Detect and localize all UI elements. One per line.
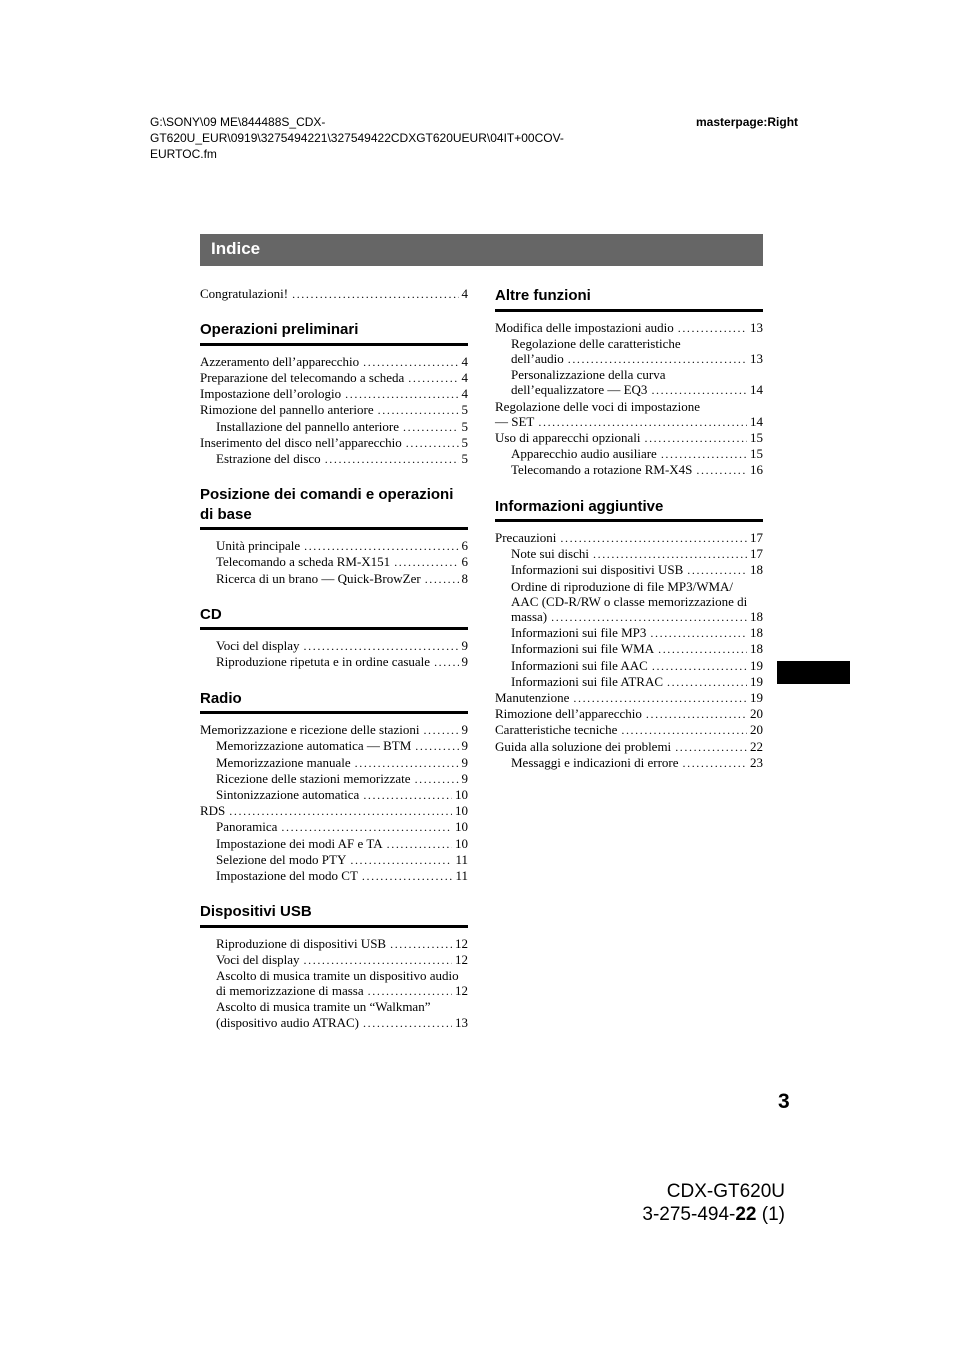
toc-right-column: [495, 286, 763, 771]
dot-leader: [359, 1016, 452, 1031]
toc-entry[interactable]: [495, 609, 763, 625]
toc-entry[interactable]: [200, 852, 468, 868]
toc-entry-page: 5: [461, 402, 468, 418]
page-title-bar: [200, 234, 763, 266]
dot-leader: [646, 626, 747, 641]
toc-entry-page: 14: [750, 382, 763, 398]
toc-entry-title: Informazioni sui file ATRAC: [511, 673, 664, 689]
part-number-bold: 22: [735, 1204, 757, 1225]
toc-entry-title: Informazioni sui dispositivi USB: [511, 562, 684, 578]
section-heading: Operazioni preliminari: [200, 320, 468, 346]
part-number-prefix: 3-275-494-: [642, 1204, 736, 1225]
toc-entry[interactable]: [495, 658, 763, 674]
toc-entry-page: 9: [461, 654, 468, 670]
toc-entry[interactable]: [495, 755, 763, 771]
toc-entry-page: 12: [455, 983, 468, 999]
dot-leader: [346, 853, 452, 868]
dot-leader: [374, 403, 459, 418]
dot-leader: [589, 547, 747, 562]
dot-leader: [671, 740, 747, 755]
dot-leader: [556, 531, 747, 546]
section-heading: [200, 485, 468, 530]
toc-entry-title: Sintonizzazione automatica: [216, 786, 360, 802]
dot-leader: [657, 447, 747, 462]
toc-entry[interactable]: [495, 446, 763, 462]
toc-entry-page: 20: [750, 706, 763, 722]
toc-entry-page: 17: [750, 546, 763, 562]
toc-entry[interactable]: [495, 706, 763, 722]
toc-entry[interactable]: [200, 402, 468, 418]
dot-leader: [402, 436, 459, 451]
toc-entry[interactable]: [495, 625, 763, 641]
section-heading-line: Posizione dei comandi e operazioni: [200, 486, 454, 504]
toc-entry[interactable]: [200, 386, 468, 402]
toc-entry[interactable]: [200, 370, 468, 386]
dot-leader: [288, 287, 458, 302]
dot-leader: [359, 788, 452, 803]
toc-entry[interactable]: [200, 1015, 468, 1031]
toc-entry-title: Telecomando a scheda RM-X151: [216, 554, 391, 570]
toc-entry-page: 6: [461, 554, 468, 570]
toc-entry-page: 13: [750, 319, 763, 335]
section-heading: CD: [200, 605, 468, 631]
toc-entry-page: 20: [750, 722, 763, 738]
toc-entry[interactable]: [200, 638, 468, 654]
dot-leader: [430, 655, 458, 670]
section-heading-line: di base: [200, 505, 252, 523]
toc-entry-title: Voci del display: [216, 638, 300, 654]
toc-entry[interactable]: [495, 562, 763, 578]
toc-entry-page: 22: [750, 738, 763, 754]
toc-entry-page: 18: [750, 641, 763, 657]
toc-entry[interactable]: [200, 787, 468, 803]
toc-entry-page: 4: [461, 286, 468, 301]
toc-entry-page: 5: [461, 434, 468, 450]
toc-entry-title: di memorizzazione di massa: [216, 983, 364, 999]
toc-entry-page: 19: [750, 657, 763, 673]
toc-entry[interactable]: [200, 571, 468, 587]
toc-entry-title: Precauzioni: [495, 530, 557, 546]
dot-leader: [648, 659, 747, 674]
toc-entry-page: 19: [750, 690, 763, 706]
toc-entry[interactable]: [495, 546, 763, 562]
toc-entry-title: Guida alla soluzione dei problemi: [495, 738, 672, 754]
toc-entry[interactable]: [200, 451, 468, 467]
dot-leader: [663, 675, 747, 690]
toc-entry-page: 9: [461, 770, 468, 786]
dot-leader: [569, 691, 747, 706]
toc-entry-page: 9: [461, 738, 468, 754]
toc-entry-title: Telecomando a rotazione RM-X4S: [511, 462, 693, 478]
section-heading: Altre funzioni: [495, 286, 763, 312]
toc-entry[interactable]: [200, 983, 468, 999]
toc-entry-page: 9: [461, 722, 468, 738]
toc-entry-title: Installazione del pannello anteriore: [216, 418, 400, 434]
toc-entry[interactable]: [495, 530, 763, 546]
toc-section-comandi: [200, 485, 468, 587]
toc-entry-title: Rimozione dell’apparecchio: [495, 706, 642, 722]
toc-entry-page: 4: [461, 386, 468, 402]
toc-entry[interactable]: [200, 722, 468, 738]
toc-entry[interactable]: [495, 320, 763, 336]
dot-leader: [617, 723, 747, 738]
toc-entry-page: 19: [750, 673, 763, 689]
dot-leader: [654, 642, 747, 657]
toc-entry-page: 9: [461, 638, 468, 654]
dot-leader: [225, 804, 452, 819]
toc-entry[interactable]: [200, 936, 468, 952]
toc-entry-page: 6: [461, 538, 468, 554]
dot-leader: [300, 639, 459, 654]
dot-leader: [642, 707, 747, 722]
toc-entry-page: 11: [455, 851, 468, 867]
dot-leader: [277, 820, 452, 835]
toc-entry-title: Memorizzazione manuale: [216, 754, 351, 770]
dot-leader: [421, 572, 459, 587]
toc-entry-line: Ascolto di musica tramite un “Walkman”: [216, 999, 431, 1015]
toc-entry-page: 12: [455, 935, 468, 951]
toc-entry[interactable]: [200, 738, 468, 754]
dot-leader: [692, 463, 747, 478]
dot-leader: [547, 610, 747, 625]
toc-entry-title: Riproduzione di dispositivi USB: [216, 935, 387, 951]
toc-entry-title: Manutenzione: [495, 690, 570, 706]
toc-entry[interactable]: [495, 351, 763, 367]
toc-entry-title: — SET: [495, 413, 535, 429]
toc-entry[interactable]: [495, 739, 763, 755]
toc-entry[interactable]: [200, 803, 468, 819]
toc-entry-title: Congratulazioni!: [200, 286, 289, 301]
toc-entry-line: AAC (CD-R/RW o classe memorizzazione di: [511, 593, 748, 609]
model-code-block: [642, 1180, 785, 1226]
toc-entry-title: Informazioni sui file AAC: [511, 657, 648, 673]
dot-leader: [679, 756, 748, 771]
dot-leader: [358, 869, 453, 884]
toc-entry[interactable]: [200, 952, 468, 968]
dot-leader: [321, 452, 459, 467]
page-title: Indice: [211, 239, 261, 258]
toc-entry-title: Memorizzazione automatica — BTM: [216, 738, 412, 754]
toc-entry-title: RDS: [200, 803, 226, 819]
section-heading: Dispositivi USB: [200, 902, 468, 928]
toc-entry-title: Voci del display: [216, 951, 300, 967]
dot-leader: [383, 837, 452, 852]
dot-leader: [411, 739, 458, 754]
toc-section-cd: [200, 605, 468, 671]
dot-leader: [674, 321, 747, 336]
file-path-header: G:\SONY\09 ME\844488S_CDX- GT620U_EUR\0919\3275494221\327549422CDXGT620UEUR\04IT+00COV- EURTOC.fm: [150, 115, 564, 161]
toc-entry-title: Modifica delle impostazioni audio: [495, 319, 674, 335]
toc-entry-line: Regolazione delle voci di impostazione: [495, 398, 701, 414]
toc-entry-title: (dispositivo audio ATRAC): [216, 1014, 360, 1030]
toc-entry[interactable]: [200, 554, 468, 570]
toc-entry-title: Impostazione dell’orologio: [200, 386, 342, 402]
toc-entry[interactable]: [200, 819, 468, 835]
toc-entry-page: 16: [750, 462, 763, 478]
toc-entry-page: 9: [461, 754, 468, 770]
dot-leader: [534, 415, 747, 430]
toc-entry-title: Messaggi e indicazioni di errore: [511, 754, 679, 770]
toc-entry[interactable]: [495, 674, 763, 690]
toc-entry-line: Ascolto di musica tramite un dispositivo audio: [216, 968, 459, 984]
toc-entry-page: 18: [750, 625, 763, 641]
toc-entry-title: Unità principale: [216, 538, 301, 554]
toc-entry[interactable]: [495, 414, 763, 430]
toc-entry-title: Impostazione dei modi AF e TA: [216, 835, 383, 851]
toc-entry[interactable]: [200, 286, 468, 302]
toc-entry-page: 4: [461, 369, 468, 385]
dot-leader: [364, 984, 452, 999]
dot-leader: [564, 352, 747, 367]
dot-leader: [300, 539, 458, 554]
toc-entry[interactable]: [495, 382, 763, 398]
section-heading: Informazioni aggiuntive: [495, 497, 763, 523]
toc-left-column: [200, 286, 468, 1031]
toc-section-radio: [200, 689, 468, 885]
toc-entry-title: Informazioni sui file MP3: [511, 625, 647, 641]
dot-leader: [419, 723, 458, 738]
toc-entry-title: dell’audio: [511, 350, 564, 366]
masterpage-label: masterpage:Right: [696, 115, 799, 129]
toc-entry-page: 10: [455, 819, 468, 835]
dot-leader: [683, 563, 747, 578]
toc-entry-page: 10: [455, 835, 468, 851]
toc-entry[interactable]: [495, 430, 763, 446]
toc-entry-page: 12: [455, 951, 468, 967]
part-number-suffix: (1): [756, 1204, 785, 1225]
toc-entry-page: 4: [461, 353, 468, 369]
toc-entry-title: Ricezione delle stazioni memorizzate: [216, 770, 411, 786]
toc-entry-title: dell’equalizzatore — EQ3: [511, 382, 648, 398]
toc-entry[interactable]: [495, 641, 763, 657]
toc-entry[interactable]: [200, 755, 468, 771]
toc-entry[interactable]: [495, 462, 763, 478]
toc-entry-title: Informazioni sui file WMA: [511, 641, 655, 657]
toc-entry-page: 10: [455, 786, 468, 802]
language-tab-marker: [777, 661, 850, 684]
dot-leader: [399, 420, 458, 435]
toc-entry-title: Azzeramento dell’apparecchio: [200, 353, 360, 369]
toc-entry-page: 18: [750, 562, 763, 578]
toc-entry[interactable]: [200, 435, 468, 451]
toc-entry-line: Regolazione delle caratteristiche: [511, 335, 681, 351]
toc-entry-title: Uso di apparecchi opzionali: [495, 429, 641, 445]
toc-entry-title: Impostazione del modo CT: [216, 867, 358, 883]
dot-leader: [404, 371, 458, 386]
model-name: CDX-GT620U: [666, 1181, 785, 1202]
toc-entry-title: Preparazione del telecomando a scheda: [200, 369, 405, 385]
toc-entry[interactable]: [200, 538, 468, 554]
dot-leader: [341, 387, 458, 402]
toc-entry[interactable]: [495, 690, 763, 706]
page-number: 3: [778, 1090, 790, 1113]
toc-entry-title: Estrazione del disco: [216, 450, 321, 466]
toc-entry-title: Selezione del modo PTY: [216, 851, 347, 867]
section-heading: Radio: [200, 689, 468, 715]
toc-entry-page: 18: [750, 609, 763, 625]
dot-leader: [300, 953, 452, 968]
toc-entry-title: Apparecchio audio ausiliare: [511, 446, 657, 462]
toc-entry-page: 13: [750, 350, 763, 366]
toc-entry[interactable]: [200, 419, 468, 435]
toc-entry-page: 11: [455, 867, 468, 883]
toc-entry[interactable]: [200, 654, 468, 670]
toc-entry[interactable]: [495, 722, 763, 738]
toc-entry[interactable]: [200, 771, 468, 787]
toc-entry-page: 23: [750, 754, 763, 770]
dot-leader: [386, 937, 452, 952]
dot-leader: [359, 355, 458, 370]
toc-section-informazioni: [495, 497, 763, 772]
toc-entry-page: 15: [750, 446, 763, 462]
toc-entry-page: 8: [461, 570, 468, 586]
dot-leader: [351, 756, 459, 771]
toc-entry-title: massa): [511, 609, 548, 625]
toc-entry-title: Memorizzazione e ricezione delle stazioni: [200, 722, 420, 738]
toc-entry-page: 10: [455, 803, 468, 819]
toc-entry-title: Caratteristiche tecniche: [495, 722, 618, 738]
toc-entry-page: 14: [750, 413, 763, 429]
toc-entry-line: Ordine di riproduzione di file MP3/WMA/: [511, 578, 734, 594]
toc-entry-page: 5: [461, 418, 468, 434]
toc-section-operazioni: [200, 320, 468, 467]
toc-entry-title: Rimozione del pannello anteriore: [200, 402, 374, 418]
toc-entry[interactable]: [200, 868, 468, 884]
toc-entry[interactable]: [200, 354, 468, 370]
toc-entry-page: 17: [750, 530, 763, 546]
dot-leader: [411, 772, 459, 787]
toc-entry-title: Riproduzione ripetuta e in ordine casuale: [216, 654, 431, 670]
toc-entry-page: 5: [461, 450, 468, 466]
toc-entry-line: Personalizzazione della curva: [511, 367, 666, 383]
toc-entry-title: Inserimento del disco nell’apparecchio: [200, 434, 402, 450]
toc-section-usb: [200, 902, 468, 1031]
toc-entry-title: Ricerca di un brano — Quick-BrowZer: [216, 570, 421, 586]
toc-entry-title: Panoramica: [216, 819, 278, 835]
toc-section-altre-funzioni: [495, 286, 763, 479]
toc-entry-page: 15: [750, 429, 763, 445]
part-number: [642, 1203, 785, 1226]
dot-leader: [647, 383, 747, 398]
toc-entry-title: Note sui dischi: [511, 546, 589, 562]
toc-entry[interactable]: [200, 836, 468, 852]
dot-leader: [390, 555, 458, 570]
dot-leader: [640, 431, 747, 446]
toc-entry-page: 13: [455, 1014, 468, 1030]
